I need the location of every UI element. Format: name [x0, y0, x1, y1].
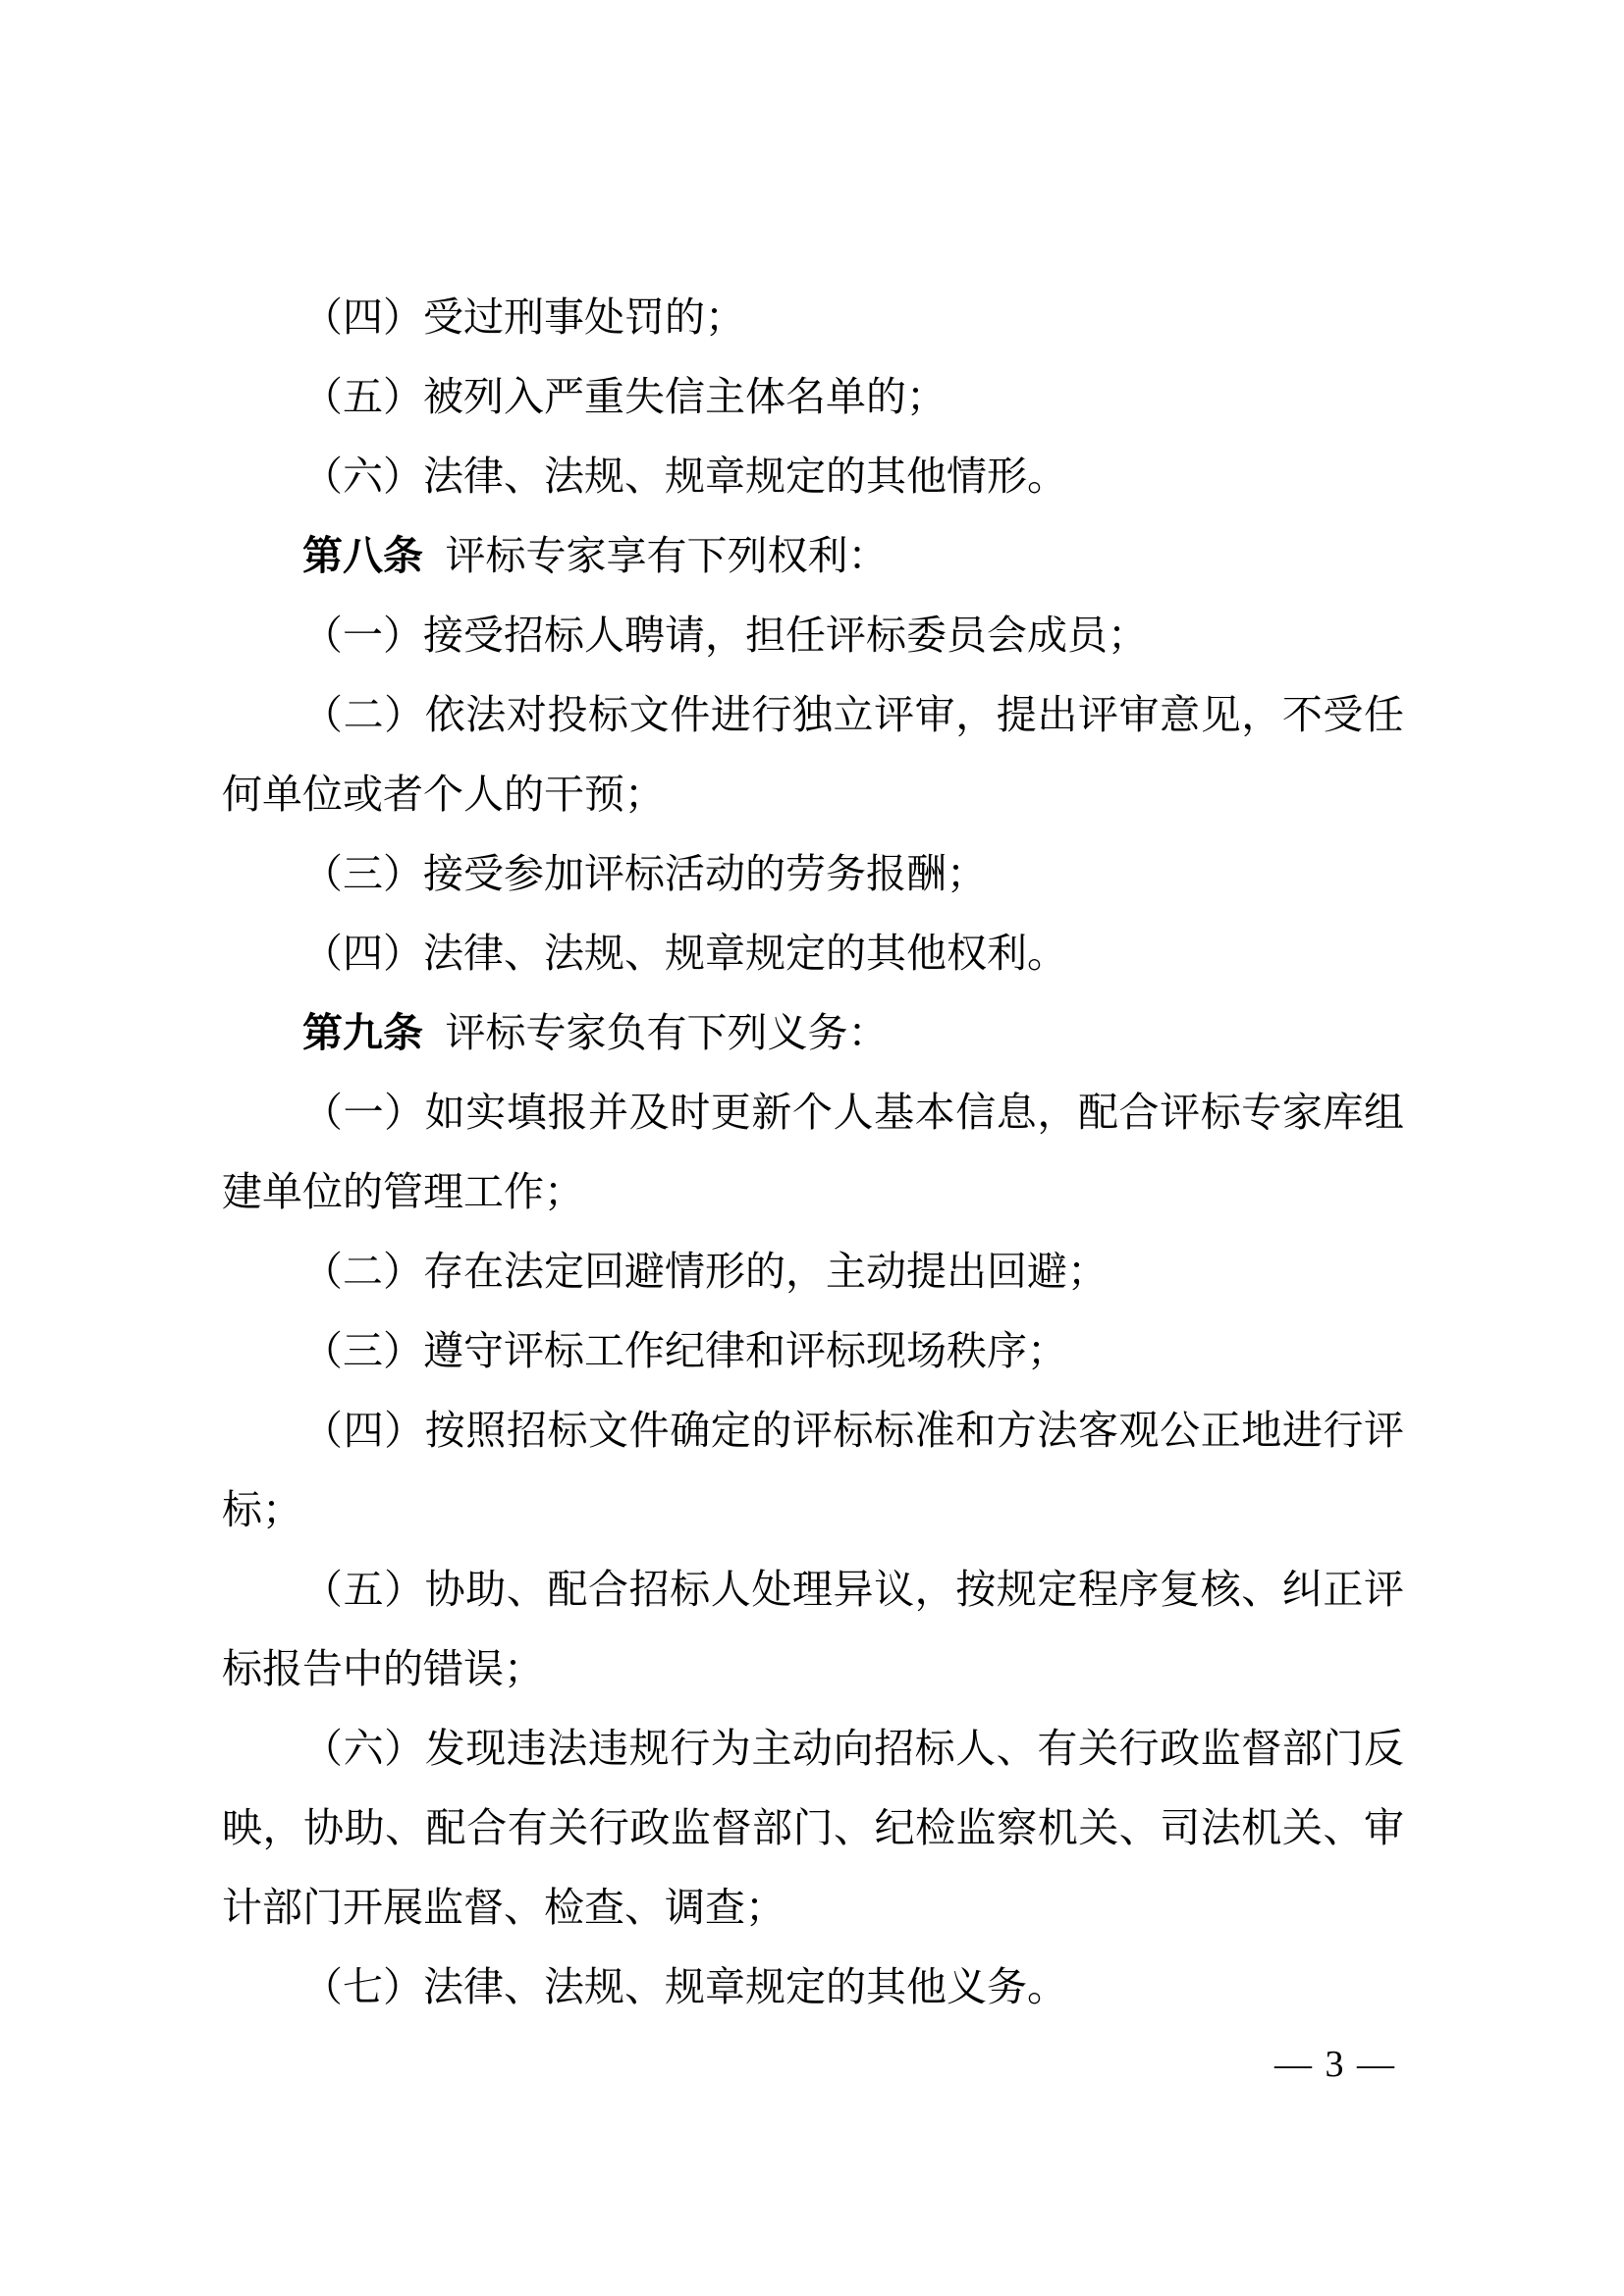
- list-item: （四）受过刑事处罚的；: [302, 294, 745, 340]
- article-heading-text: 评标专家享有下列权利：: [445, 533, 889, 578]
- article-number: 第八条: [302, 533, 423, 578]
- page-number: — 3 —: [1274, 2044, 1396, 2085]
- list-item: （六）发现违法违规行为主动向招标人、有关行政监督部门反映，协助、配合有关行政监督部门、纪检监察机关、司法机关、审计部门开展监督、检查、调查；: [222, 1726, 1404, 1930]
- list-item: （五）被列入严重失信主体名单的；: [302, 374, 947, 419]
- list-item: （三）接受参加评标活动的劳务报酬；: [302, 851, 987, 896]
- list-item: （四）法律、法规、规章规定的其他权利。: [302, 931, 1067, 976]
- list-item: （一）如实填报并及时更新个人基本信息，配合评标专家库组建单位的管理工作；: [222, 1090, 1404, 1214]
- article-heading: [222, 516, 1404, 596]
- list-item: （五）协助、配合招标人处理异议，按规定程序复核、纠正评标报告中的错误；: [222, 1567, 1404, 1691]
- list-item: （二）存在法定回避情形的，主动提出回避；: [302, 1249, 1108, 1294]
- list-item: （一）接受招标人聘请，担任评标委员会成员；: [302, 613, 1148, 658]
- article-heading-text: 评标专家负有下列义务：: [445, 1010, 889, 1055]
- document-body: [222, 278, 1404, 2027]
- article-number: 第九条: [302, 1010, 423, 1055]
- list-item: （六）法律、法规、规章规定的其他情形。: [302, 454, 1067, 499]
- article-heading: [222, 993, 1404, 1073]
- list-item: （三）遵守评标工作纪律和评标现场秩序；: [302, 1328, 1067, 1373]
- list-item: （二）依法对投标文件进行独立评审，提出评审意见，不受任何单位或者个人的干预；: [222, 692, 1404, 817]
- list-item: （七）法律、法规、规章规定的其他义务。: [302, 1964, 1067, 2009]
- list-item: （四）按照招标文件确定的评标标准和方法客观公正地进行评标；: [222, 1408, 1404, 1532]
